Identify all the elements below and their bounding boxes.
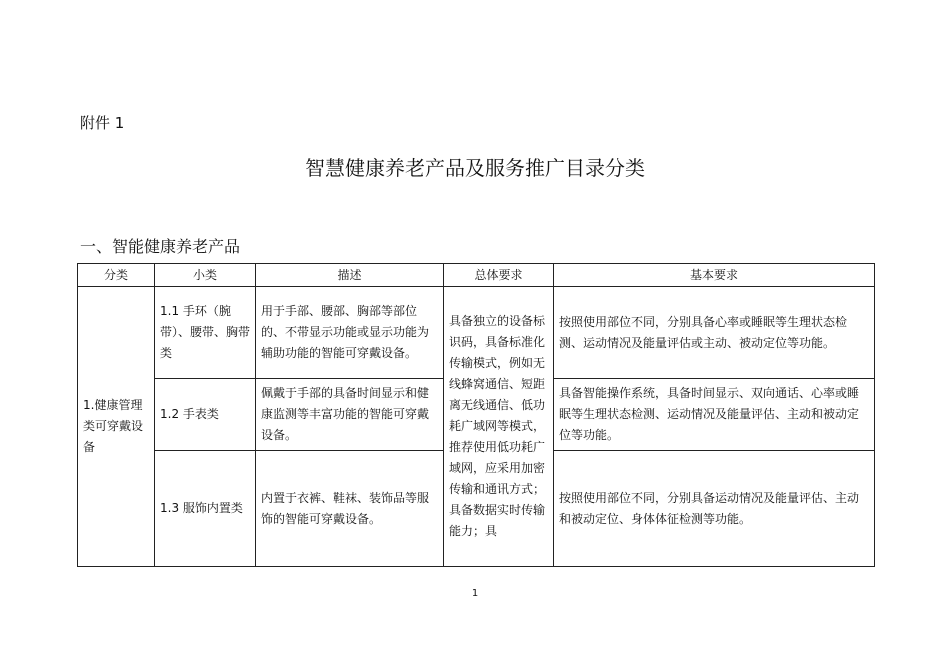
- basic-requirement-cell: 具备智能操作系统，具备时间显示、双向通话、心率或睡眠等生理状态检测、运动情况及能量评估、主动和被动定位等功能。: [554, 379, 875, 451]
- subcategory-cell: 1.3 服饰内置类: [155, 451, 256, 567]
- attachment-label: 附件 1: [80, 114, 125, 132]
- subcategory-cell: 1.2 手表类: [155, 379, 256, 451]
- table-header-row: [78, 264, 875, 287]
- header-category: 分类: [78, 264, 155, 287]
- section-heading: 一、智能健康养老产品: [80, 237, 241, 256]
- basic-requirement-cell: 按照使用部位不同，分别具备运动情况及能量评估、主动和被动定位、身体体征检测等功能。: [554, 451, 875, 567]
- basic-requirement-cell: 按照使用部位不同，分别具备心率或睡眠等生理状态检测、运动情况及能量评估或主动、被动定位等功能。: [554, 287, 875, 379]
- description-cell: 佩戴于手部的具备时间显示和健康监测等丰富功能的智能可穿戴设备。: [256, 379, 444, 451]
- category-cell: 1.健康管理类可穿戴设备: [78, 287, 155, 567]
- subcategory-cell: 1.1 手环（腕带）、腰带、胸带类: [155, 287, 256, 379]
- document-title: 智慧健康养老产品及服务推广目录分类: [305, 156, 645, 180]
- description-cell: 用于手部、腰部、胸部等部位的、不带显示功能或显示功能为辅助功能的智能可穿戴设备。: [256, 287, 444, 379]
- header-description: 描述: [256, 264, 444, 287]
- description-cell: 内置于衣裤、鞋袜、装饰品等服饰的智能可穿戴设备。: [256, 451, 444, 567]
- header-subcategory: 小类: [155, 264, 256, 287]
- header-basic-requirement: 基本要求: [554, 264, 875, 287]
- header-general-requirement: 总体要求: [444, 264, 554, 287]
- product-category-table: [77, 263, 875, 567]
- general-requirement-cell: 具备独立的设备标识码，具备标准化传输模式，例如无线蜂窝通信、短距离无线通信、低功耗广域网等模式，推荐使用低功耗广域网，应采用加密传输和通讯方式；具备数据实时传输能力；具: [444, 287, 554, 567]
- page-number: 1: [471, 588, 479, 599]
- table-row: [78, 287, 875, 379]
